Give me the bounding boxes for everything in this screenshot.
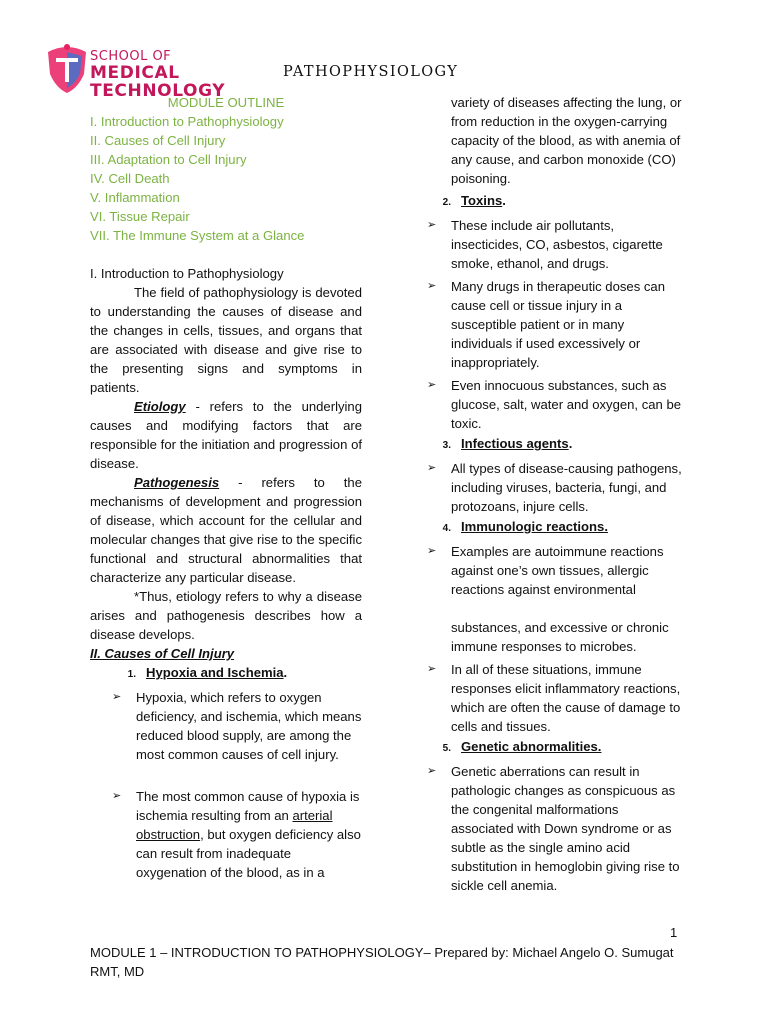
arrow-bullet-icon: ➢ xyxy=(427,462,437,474)
infectious-title: Infectious agents xyxy=(461,436,569,451)
toxins-title: Toxins xyxy=(461,193,503,208)
arrow-bullet-icon: ➢ xyxy=(427,545,437,557)
number-1: 1. xyxy=(127,669,136,680)
list-item xyxy=(112,787,362,882)
etiology-text: - refers to the underlying causes and modifying factors that are responsible for the initiation and progression of disease. xyxy=(90,399,362,471)
page-number: 1 xyxy=(670,925,678,940)
hypoxia-bullet-2-continued: variety of diseases affecting the lung, or from reduction in the oxygen-carrying capacity of the blood, as with anemia of any cause, and carbon monoxide (CO) poisoning. xyxy=(451,95,682,186)
arrow-bullet-icon: ➢ xyxy=(427,379,437,391)
logo-line-1: SCHOOL OF xyxy=(90,49,172,64)
outline-item-5: V. Inflammation xyxy=(90,190,180,205)
shield-logo-icon xyxy=(44,38,90,96)
list-item xyxy=(427,216,682,273)
intro-paragraph: The field of pathophysiology is devoted to understanding the causes of disease and the changes in cells, tissues, and organs that are associated with disease and give rise to the presenting signs and symptoms in patients. xyxy=(90,285,362,395)
document-title: PATHOPHYSIOLOGY xyxy=(283,64,459,80)
hypoxia-title: Hypoxia and Ischemia xyxy=(146,665,284,680)
genetic-title: Genetic abnormalities. xyxy=(461,739,602,754)
outline-heading: MODULE OUTLINE xyxy=(167,95,285,110)
cause-infectious-heading: 3. Infectious agents . xyxy=(442,436,573,451)
arrow-bullet-icon: ➢ xyxy=(427,280,437,292)
arrow-bullet-icon: ➢ xyxy=(427,219,437,231)
list-item xyxy=(427,277,682,372)
pathogenesis-term: Pathogenesis xyxy=(134,475,220,490)
toxins-bullet-1: These include air pollutants, insecticides, CO, asbestos, cigarette smoke, ethanol, and drugs. xyxy=(451,218,663,271)
infectious-bullet-1: All types of disease-causing pathogens, including viruses, bacteria, fungi, and protozoans, injure cells. xyxy=(451,461,682,514)
outline-item-6: VI. Tissue Repair xyxy=(90,209,190,224)
left-column xyxy=(90,93,362,882)
causes-heading: II. Causes of Cell Injury xyxy=(90,646,235,661)
outline-item-4: IV. Cell Death xyxy=(90,171,170,186)
outline-item-2: II. Causes of Cell Injury xyxy=(90,133,226,148)
outline-item-3: III. Adaptation to Cell Injury xyxy=(90,152,247,167)
list-item xyxy=(427,459,682,516)
immunologic-bullet-1: Examples are autoimmune reactions against one’s own tissues, allergic reactions against environmental substances, and excessive or chronic immune responses to microbes. xyxy=(451,544,669,654)
etiology-definition xyxy=(90,397,362,473)
intro-heading: I. Introduction to Pathophysiology xyxy=(90,266,284,281)
etiology-term: Etiology xyxy=(134,399,186,414)
toxins-bullet-3: Even innocuous substances, such as glucose, salt, water and oxygen, can be toxic. xyxy=(451,378,682,431)
page-footer: MODULE 1 – INTRODUCTION TO PATHOPHYSIOLOGY– Prepared by: Michael Angelo O. Sumugat RMT, MD xyxy=(90,945,674,979)
cause-toxins-heading: 2. Toxins . xyxy=(442,193,506,208)
arrow-bullet-icon: ➢ xyxy=(112,691,122,703)
hypoxia-bullet-2: The most common cause of hypoxia is ischemia resulting from an arterial obstruction, but oxygen deficiency also can result from inadequate oxygenation of the blood, as in a xyxy=(136,789,361,880)
thus-paragraph: *Thus, etiology refers to why a disease arises and pathogenesis describes how a disease develops. xyxy=(90,589,362,642)
logo-line-2: MEDICAL xyxy=(90,63,180,83)
list-item xyxy=(427,542,682,656)
cause-genetic-heading: 5. Genetic abnormalities. xyxy=(442,739,602,754)
pathogenesis-text: - refers to the mechanisms of development and progression of disease, which account for the cellular and molecular changes that give rise to the specific functional and structural abnormalities that characterize any particular disease. xyxy=(90,475,362,585)
list-item xyxy=(427,376,682,433)
immunologic-bullet-2: In all of these situations, immune responses elicit inflammatory reactions, which are often the cause of damage to cells and tissues. xyxy=(451,662,681,734)
arrow-bullet-icon: ➢ xyxy=(427,663,437,675)
list-item xyxy=(427,660,682,736)
right-column xyxy=(427,93,682,895)
immunologic-title: Immunologic reactions. xyxy=(461,519,608,534)
arterial-obstruction-link: arterial obstruction xyxy=(136,808,333,842)
cause-immunologic-heading: 4. Immunologic reactions. xyxy=(442,519,608,534)
logo-line-3: TECHNOLOGY xyxy=(90,81,226,101)
pathogenesis-definition xyxy=(90,473,362,587)
list-item xyxy=(112,688,362,764)
list-item xyxy=(427,762,682,895)
genetic-bullet-1: Genetic aberrations can result in pathologic changes as conspicuous as the congenital malformations associated with Down syndrome or as subtle as the single amino acid substitution in hemoglobin giving rise to sickle cell anemia. xyxy=(451,764,680,893)
arrow-bullet-icon: ➢ xyxy=(112,790,122,802)
cause-hypoxia-heading: 1. Hypoxia and Ischemia . xyxy=(112,663,362,684)
hypoxia-bullet-1: Hypoxia, which refers to oxygen deficiency, and ischemia, which means reduced blood supply, are among the most common causes of cell injury. xyxy=(136,690,362,762)
toxins-bullet-2: Many drugs in therapeutic doses can cause cell or tissue injury in a susceptible patient or in many individuals if used excessively or inappropriately. xyxy=(451,279,665,370)
outline-item-1: I. Introduction to Pathophysiology xyxy=(90,114,284,129)
outline-item-7: VII. The Immune System at a Glance xyxy=(90,228,305,243)
arrow-bullet-icon: ➢ xyxy=(427,765,437,777)
